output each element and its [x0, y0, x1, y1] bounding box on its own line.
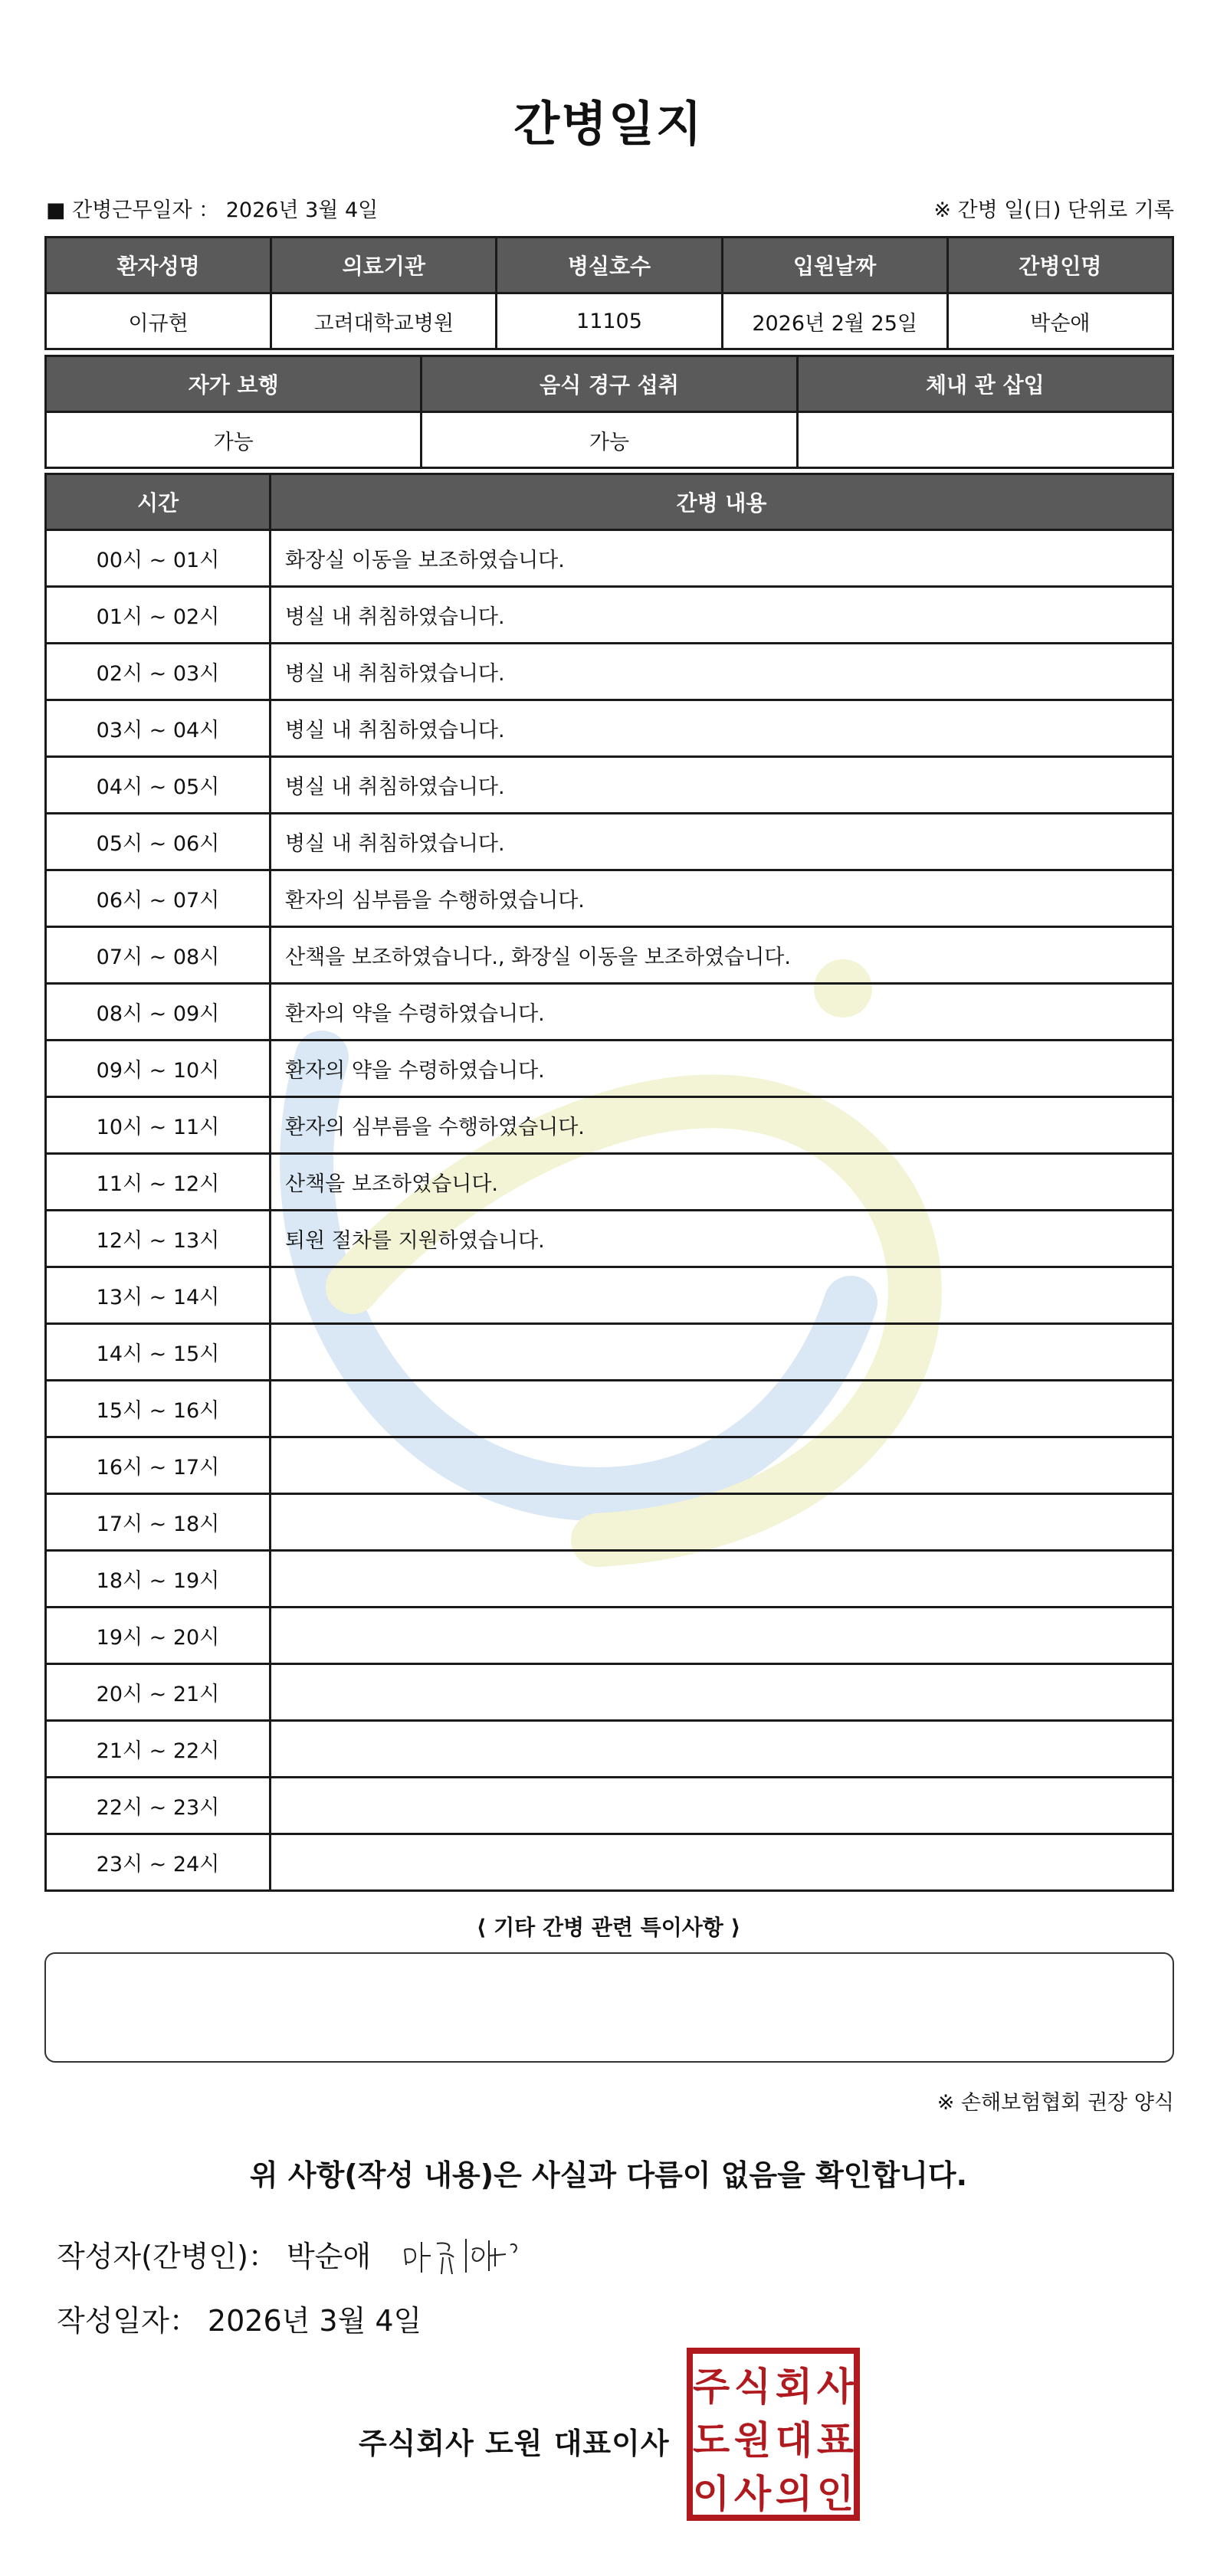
log-content: 퇴원 절차를 지원하였습니다.	[271, 1211, 1173, 1267]
header-walking: 자가 보행	[46, 356, 422, 412]
record-note: ※ 간병 일(日) 단위로 기록	[933, 198, 1174, 222]
log-time: 11시 ~ 12시	[46, 1154, 271, 1211]
log-content: 산책을 보조하였습니다.	[271, 1154, 1173, 1211]
log-time: 00시 ~ 01시	[46, 530, 271, 587]
log-time: 10시 ~ 11시	[46, 1097, 271, 1154]
log-time: 04시 ~ 05시	[46, 757, 271, 814]
log-content	[271, 1324, 1173, 1381]
log-time: 02시 ~ 03시	[46, 644, 271, 700]
company-representative: 주식회사 도원 대표이사	[359, 2427, 670, 2460]
patient-info-table	[44, 236, 1174, 350]
ability-table	[44, 355, 1174, 469]
header-patient-name: 환자성명	[46, 238, 271, 293]
care-log-table	[44, 473, 1174, 1892]
log-time: 18시 ~ 19시	[46, 1551, 271, 1608]
log-content	[271, 1778, 1173, 1834]
header-time: 시간	[46, 474, 271, 530]
log-time: 14시 ~ 15시	[46, 1324, 271, 1381]
log-content: 산책을 보조하였습니다., 화장실 이동을 보조하였습니다.	[271, 927, 1173, 984]
log-row	[46, 1551, 1173, 1608]
log-row	[46, 757, 1173, 814]
svg-text:대: 대	[775, 2418, 813, 2463]
log-row	[46, 1778, 1173, 1834]
admission-date: 2026년 2월 25일	[722, 293, 947, 349]
header-admission-date: 입원날짜	[722, 238, 947, 293]
log-row	[46, 1324, 1173, 1381]
page-title: 간병일지	[513, 96, 704, 152]
log-content	[271, 1437, 1173, 1494]
log-time: 09시 ~ 10시	[46, 1041, 271, 1097]
log-row	[46, 870, 1173, 927]
log-content	[271, 1834, 1173, 1891]
svg-text:원: 원	[733, 2418, 772, 2463]
oral-intake-value: 가능	[422, 412, 797, 468]
log-content: 환자의 약을 수령하였습니다.	[271, 1041, 1173, 1097]
log-row	[46, 1211, 1173, 1267]
log-row	[46, 1381, 1173, 1437]
caregiver-name: 박순애	[947, 293, 1173, 349]
log-time: 12시 ~ 13시	[46, 1211, 271, 1267]
log-time: 15시 ~ 16시	[46, 1381, 271, 1437]
log-row	[46, 1494, 1173, 1551]
log-row	[46, 587, 1173, 644]
form-note: ※ 손해보험협회 권장 양식	[937, 2091, 1174, 2115]
log-time: 13시 ~ 14시	[46, 1267, 271, 1324]
header-oral-intake: 음식 경구 섭취	[422, 356, 797, 412]
log-content	[271, 1381, 1173, 1437]
header-care-content: 간병 내용	[271, 474, 1173, 530]
svg-text:도: 도	[692, 2418, 730, 2463]
log-content: 병실 내 취침하였습니다.	[271, 700, 1173, 757]
log-content: 환자의 약을 수령하였습니다.	[271, 984, 1173, 1041]
log-row	[46, 1267, 1173, 1324]
hospital: 고려대학교병원	[271, 293, 497, 349]
log-content: 병실 내 취침하였습니다.	[271, 814, 1173, 870]
svg-text:사: 사	[816, 2365, 855, 2409]
log-content: 환자의 심부름을 수행하였습니다.	[271, 1097, 1173, 1154]
log-content: 화장실 이동을 보조하였습니다.	[271, 530, 1173, 587]
log-content	[271, 1608, 1173, 1664]
log-row	[46, 984, 1173, 1041]
tube-value	[797, 412, 1173, 468]
svg-text:이: 이	[692, 2472, 730, 2516]
walking-value: 가능	[46, 412, 422, 468]
patient-name: 이규현	[46, 293, 271, 349]
log-row	[46, 530, 1173, 587]
log-row	[46, 814, 1173, 870]
log-row	[46, 1154, 1173, 1211]
log-time: 20시 ~ 21시	[46, 1664, 271, 1721]
log-time: 17시 ~ 18시	[46, 1494, 271, 1551]
log-content	[271, 1721, 1173, 1778]
log-row	[46, 1834, 1173, 1891]
header-hospital: 의료기관	[271, 238, 497, 293]
log-time: 05시 ~ 06시	[46, 814, 271, 870]
special-notes-box	[44, 1952, 1174, 2063]
room-number: 11105	[497, 293, 722, 349]
confirmation-statement: 위 사항(작성 내용)은 사실과 다름이 없음을 확인합니다.	[249, 2158, 968, 2192]
svg-text:사: 사	[733, 2472, 772, 2516]
log-content	[271, 1551, 1173, 1608]
log-content: 환자의 심부름을 수행하였습니다.	[271, 870, 1173, 927]
log-row	[46, 1041, 1173, 1097]
svg-text:회: 회	[775, 2365, 813, 2409]
log-time: 21시 ~ 22시	[46, 1721, 271, 1778]
log-row	[46, 1664, 1173, 1721]
svg-text:의: 의	[775, 2472, 813, 2516]
log-time: 22시 ~ 23시	[46, 1778, 271, 1834]
handwritten-signature	[399, 2227, 536, 2280]
header-room: 병실호수	[497, 238, 722, 293]
log-time: 16시 ~ 17시	[46, 1437, 271, 1494]
log-content	[271, 1267, 1173, 1324]
header-caregiver: 간병인명	[947, 238, 1173, 293]
header-tube: 체내 관 삽입	[797, 356, 1173, 412]
log-content: 병실 내 취침하였습니다.	[271, 757, 1173, 814]
log-row	[46, 1608, 1173, 1664]
log-time: 07시 ~ 08시	[46, 927, 271, 984]
svg-text:인: 인	[816, 2472, 855, 2516]
svg-text:식: 식	[733, 2365, 772, 2409]
log-row	[46, 644, 1173, 700]
writer-line: 작성자(간병인)： 박순애	[57, 2240, 372, 2273]
log-content	[271, 1664, 1173, 1721]
log-time: 19시 ~ 20시	[46, 1608, 271, 1664]
log-content	[271, 1494, 1173, 1551]
log-row	[46, 1721, 1173, 1778]
log-row	[46, 1437, 1173, 1494]
log-time: 03시 ~ 04시	[46, 700, 271, 757]
svg-text:주: 주	[692, 2365, 730, 2409]
written-date: 작성일자： 2026년 3월 4일	[57, 2304, 422, 2338]
log-content: 병실 내 취침하였습니다.	[271, 587, 1173, 644]
log-row	[46, 927, 1173, 984]
log-row	[46, 1097, 1173, 1154]
work-date: ■ 간병근무일자 ： 2026년 3월 4일	[46, 198, 379, 222]
log-time: 08시 ~ 09시	[46, 984, 271, 1041]
special-notes-title: ⟨ 기타 간병 관련 특이사항 ⟩	[476, 1915, 741, 1940]
log-time: 01시 ~ 02시	[46, 587, 271, 644]
log-content: 병실 내 취침하였습니다.	[271, 644, 1173, 700]
company-seal-stamp	[687, 2348, 860, 2521]
svg-text:표: 표	[816, 2418, 855, 2463]
log-time: 23시 ~ 24시	[46, 1834, 271, 1891]
log-row	[46, 700, 1173, 757]
log-time: 06시 ~ 07시	[46, 870, 271, 927]
